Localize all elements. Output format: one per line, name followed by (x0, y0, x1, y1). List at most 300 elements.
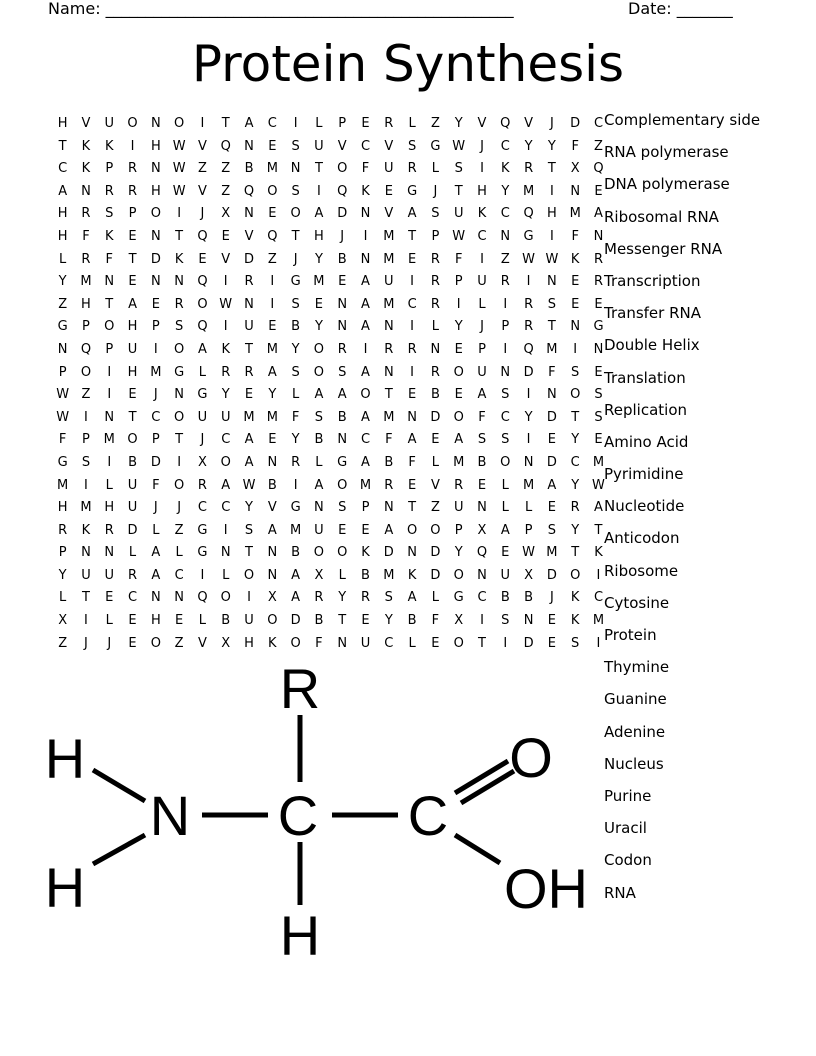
grid-letter: D (150, 454, 161, 470)
grid-letter: B (500, 590, 510, 606)
grid-letter: A (361, 274, 370, 290)
grid-letter: I (410, 364, 415, 380)
grid-letter: N (500, 364, 511, 380)
word-search-grid (51, 113, 610, 655)
grid-letter: O (174, 341, 185, 357)
grid-letter: E (338, 522, 347, 538)
grid-letter: V (477, 116, 487, 131)
grid-letter: H (150, 613, 161, 629)
grid-letter: G (290, 274, 301, 290)
grid-letter: W (56, 409, 70, 425)
grid-row (51, 452, 610, 475)
grid-letter: I (526, 387, 531, 403)
grid-letter: H (127, 319, 138, 335)
grid-letter: I (107, 454, 112, 470)
grid-letter: N (383, 319, 394, 335)
grid-letter: B (337, 251, 347, 267)
grid-letter: I (480, 161, 484, 177)
grid-letter: R (128, 567, 138, 583)
grid-letter: E (268, 319, 277, 335)
grid-letter: X (454, 613, 464, 629)
grid-letter: J (480, 138, 484, 154)
grid-letter: S (105, 206, 114, 222)
grid-letter: I (247, 590, 251, 606)
grid-letter: L (338, 567, 346, 583)
grid-letter: A (454, 432, 464, 448)
grid-letter: A (291, 567, 301, 583)
grid-letter: J (200, 432, 205, 448)
grid-letter: R (337, 341, 347, 357)
name-label: Name: ___________________________________________________ (48, 0, 514, 18)
word-list-item: Pyrimidine (604, 465, 684, 484)
grid-letter: A (361, 409, 370, 425)
grid-letter: H (150, 183, 161, 199)
grid-letter: M (103, 432, 115, 448)
grid-letter: S (594, 409, 603, 425)
grid-letter: F (571, 138, 579, 154)
grid-row (51, 181, 610, 204)
grid-letter: B (384, 454, 394, 470)
grid-letter: N (570, 319, 581, 335)
grid-letter: K (104, 228, 114, 244)
grid-letter: I (84, 409, 88, 425)
grid-letter: Y (291, 432, 300, 448)
grid-letter: C (221, 500, 231, 516)
grid-letter: J (107, 635, 112, 651)
word-list-item: Double Helix (604, 336, 700, 355)
word-list-item: Nucleus (604, 754, 664, 773)
grid-letter: C (407, 296, 417, 312)
grid-letter: K (570, 590, 580, 606)
grid-letter: O (337, 161, 348, 177)
grid-letter: Z (58, 296, 68, 312)
grid-letter: E (547, 432, 556, 448)
grid-letter: A (267, 522, 277, 538)
bond-c-oh (455, 835, 500, 863)
grid-letter: L (408, 116, 416, 131)
grid-letter: N (407, 409, 417, 425)
grid-letter: S (384, 590, 393, 606)
grid-letter: N (244, 296, 254, 312)
grid-letter: O (453, 635, 464, 651)
grid-letter: H (57, 228, 68, 244)
grid-letter: H (546, 206, 557, 222)
grid-letter: E (431, 635, 440, 651)
grid-row (51, 497, 610, 520)
grid-letter: R (244, 364, 254, 380)
grid-letter: M (313, 274, 325, 290)
grid-letter: Y (58, 567, 67, 583)
grid-letter: Q (476, 545, 488, 561)
grid-letter: Z (81, 387, 91, 403)
grid-letter: R (430, 251, 440, 267)
grid-row (51, 249, 610, 272)
grid-letter: R (430, 296, 440, 312)
grid-letter: W (172, 138, 186, 154)
grid-letter: T (221, 116, 230, 131)
word-list-item: Adenine (604, 722, 666, 741)
grid-letter: G (523, 228, 534, 244)
grid-letter: S (431, 206, 440, 222)
grid-letter: N (57, 341, 68, 357)
grid-letter: Y (314, 251, 323, 267)
grid-letter: H (150, 138, 161, 154)
grid-row (51, 113, 610, 136)
grid-letter: H (477, 183, 487, 199)
grid-letter: E (594, 364, 603, 380)
grid-letter: D (546, 454, 557, 470)
grid-letter: T (454, 183, 463, 199)
grid-letter: L (105, 477, 113, 493)
grid-letter: Y (291, 341, 300, 357)
grid-letter: U (127, 500, 138, 516)
grid-letter: P (58, 364, 67, 380)
grid-letter: P (105, 341, 114, 357)
grid-row (51, 429, 610, 452)
grid-letter: O (570, 387, 581, 403)
grid-letter: U (81, 567, 91, 583)
grid-letter: A (244, 116, 254, 131)
grid-letter: N (337, 296, 348, 312)
grid-letter: T (547, 319, 556, 335)
grid-letter: B (244, 161, 254, 177)
grid-letter: C (500, 409, 510, 425)
grid-letter: W (522, 251, 536, 267)
grid-letter: V (337, 138, 347, 154)
grid-letter: C (221, 432, 231, 448)
grid-row (51, 271, 610, 294)
grid-letter: A (151, 545, 161, 561)
grid-letter: O (570, 567, 581, 583)
grid-letter: T (128, 251, 137, 267)
grid-letter: E (105, 590, 114, 606)
grid-letter: A (407, 206, 417, 222)
grid-letter: O (290, 635, 301, 651)
grid-letter: M (266, 409, 278, 425)
grid-letter: N (407, 545, 417, 561)
grid-letter: F (454, 251, 463, 267)
grid-letter: I (223, 522, 228, 538)
grid-letter: K (594, 545, 603, 561)
grid-letter: E (128, 274, 137, 290)
grid-row (51, 610, 610, 633)
grid-letter: I (177, 206, 182, 222)
grid-letter: P (58, 545, 67, 561)
grid-letter: O (150, 635, 161, 651)
grid-letter: Z (430, 500, 440, 516)
grid-letter: L (408, 635, 416, 651)
grid-row (51, 226, 610, 249)
grid-letter: M (383, 228, 395, 244)
grid-letter: A (477, 387, 487, 403)
grid-letter: E (128, 635, 137, 651)
grid-letter: J (153, 387, 158, 403)
grid-letter: K (570, 251, 580, 267)
grid-letter: L (198, 364, 207, 380)
grid-letter: Y (221, 387, 230, 403)
grid-letter: K (81, 522, 91, 538)
grid-letter: X (221, 206, 231, 222)
grid-letter: I (526, 274, 531, 290)
grid-letter: H (81, 296, 91, 312)
grid-letter: U (127, 477, 138, 493)
grid-letter: F (548, 364, 556, 380)
grid-letter: E (547, 500, 556, 516)
grid-letter: S (338, 500, 347, 516)
grid-letter: E (128, 613, 137, 629)
grid-letter: G (430, 138, 441, 154)
grid-letter: I (596, 635, 601, 651)
grid-letter: F (291, 409, 300, 425)
word-list-item: Purine (604, 786, 652, 805)
grid-letter: P (82, 319, 90, 335)
grid-letter: L (431, 454, 440, 470)
grid-letter: W (452, 228, 466, 244)
grid-letter: T (128, 409, 137, 425)
grid-letter: A (197, 341, 207, 357)
grid-letter: A (291, 590, 301, 606)
grid-letter: O (406, 522, 418, 538)
grid-letter: B (291, 319, 301, 335)
grid-letter: L (128, 545, 137, 561)
grid-letter: J (177, 500, 182, 516)
grid-letter: Z (267, 251, 277, 267)
word-list-item: Transcription (604, 271, 701, 290)
grid-letter: M (569, 206, 581, 222)
grid-letter: T (478, 635, 486, 651)
grid-letter: N (174, 590, 184, 606)
grid-letter: Z (58, 635, 68, 651)
grid-letter: R (384, 116, 394, 131)
grid-letter: B (524, 590, 534, 606)
grid-letter: D (430, 409, 441, 425)
grid-letter: V (197, 635, 207, 651)
grid-letter: U (500, 567, 511, 583)
grid-letter: X (477, 522, 487, 538)
grid-letter: D (290, 613, 301, 629)
grid-letter: Y (58, 274, 67, 290)
grid-letter: J (200, 206, 205, 222)
grid-letter: T (408, 500, 417, 516)
grid-letter: T (571, 545, 580, 561)
atom-o: O (509, 726, 553, 789)
grid-letter: H (57, 206, 68, 222)
grid-letter: N (150, 116, 161, 131)
grid-letter: T (571, 409, 580, 425)
grid-letter: L (291, 387, 300, 403)
grid-letter: A (267, 364, 277, 380)
grid-letter: H (244, 635, 254, 651)
grid-letter: G (57, 454, 68, 470)
grid-letter: E (198, 251, 207, 267)
grid-letter: V (524, 116, 534, 131)
grid-letter: W (172, 183, 186, 199)
grid-letter: T (245, 341, 253, 357)
grid-letter: V (244, 228, 254, 244)
grid-letter: O (127, 432, 138, 448)
grid-letter: I (293, 116, 298, 131)
grid-letter: Z (174, 635, 184, 651)
grid-letter: D (570, 116, 581, 131)
grid-letter: S (338, 364, 347, 380)
grid-letter: K (174, 251, 184, 267)
grid-letter: R (524, 319, 534, 335)
grid-letter: B (128, 454, 137, 470)
grid-letter: E (594, 183, 603, 199)
grid-letter: G (453, 590, 464, 606)
grid-letter: N (150, 590, 161, 606)
grid-letter: E (268, 432, 277, 448)
grid-letter: I (223, 319, 228, 335)
grid-letter: P (454, 274, 463, 290)
word-list-item: Amino Acid (604, 432, 689, 451)
grid-letter: B (407, 613, 417, 629)
grid-letter: O (174, 477, 185, 493)
word-list-item: Guanine (604, 690, 667, 709)
grid-letter: I (503, 341, 508, 357)
grid-letter: S (501, 432, 510, 448)
grid-letter: N (593, 228, 604, 244)
grid-letter: Q (267, 228, 278, 244)
grid-letter: P (82, 432, 90, 448)
grid-letter: V (221, 251, 231, 267)
grid-letter: E (454, 341, 463, 357)
grid-letter: R (58, 522, 68, 538)
grid-letter: Q (337, 183, 348, 199)
grid-letter: A (500, 522, 510, 538)
grid-letter: I (526, 432, 531, 448)
grid-letter: K (104, 138, 114, 154)
grid-letter: I (573, 341, 578, 357)
grid-letter: I (410, 319, 415, 335)
grid-letter: R (128, 183, 138, 199)
grid-letter: Q (197, 319, 208, 335)
grid-letter: M (359, 477, 372, 493)
grid-letter: P (105, 161, 114, 177)
grid-letter: G (337, 454, 348, 470)
grid-letter: M (57, 477, 69, 493)
grid-letter: V (430, 477, 440, 493)
grid-letter: M (266, 341, 278, 357)
grid-letter: C (267, 116, 277, 131)
word-list-item: DNA polymerase (604, 175, 730, 194)
grid-letter: A (58, 183, 68, 199)
grid-letter: E (571, 274, 580, 290)
grid-letter: L (431, 161, 440, 177)
grid-letter: R (593, 274, 603, 290)
grid-letter: I (316, 183, 321, 199)
grid-letter: M (150, 364, 162, 380)
grid-letter: K (361, 545, 370, 561)
grid-letter: U (384, 274, 394, 290)
word-list-item: Nucleotide (604, 497, 685, 516)
grid-letter: S (454, 161, 463, 177)
grid-letter: O (337, 477, 348, 493)
grid-letter: N (477, 567, 487, 583)
grid-letter: T (314, 161, 323, 177)
grid-letter: C (593, 590, 604, 606)
grid-letter: G (593, 319, 604, 335)
grid-letter: Z (221, 161, 231, 177)
grid-letter: I (200, 116, 205, 131)
grid-letter: Q (523, 206, 534, 222)
grid-letter: E (361, 613, 370, 629)
grid-letter: T (175, 228, 184, 244)
grid-letter: Y (314, 319, 323, 335)
grid-letter: B (430, 387, 440, 403)
grid-row (51, 203, 610, 226)
word-list-item: Cytosine (604, 593, 670, 612)
grid-letter: S (501, 613, 510, 629)
grid-letter: F (431, 613, 440, 629)
grid-letter: Q (80, 341, 92, 357)
grid-letter: M (266, 161, 278, 177)
grid-letter: N (150, 161, 161, 177)
grid-letter: T (338, 613, 347, 629)
grid-letter: D (430, 545, 441, 561)
grid-letter: E (594, 432, 603, 448)
grid-letter: N (337, 635, 348, 651)
grid-letter: E (594, 296, 603, 312)
grid-letter: E (128, 387, 137, 403)
grid-letter: S (477, 432, 487, 448)
grid-letter: N (523, 454, 534, 470)
grid-letter: Z (430, 116, 440, 131)
grid-letter: P (338, 116, 347, 131)
grid-letter: R (407, 341, 417, 357)
grid-letter: S (571, 364, 580, 380)
grid-letter: I (410, 274, 415, 290)
word-list-item: RNA polymerase (604, 143, 729, 162)
grid-letter: I (293, 477, 298, 493)
grid-letter: U (477, 274, 487, 290)
atom-c-carboxyl: C (407, 784, 449, 847)
grid-letter: C (593, 116, 604, 131)
grid-letter: C (360, 432, 371, 448)
grid-letter: J (549, 590, 554, 606)
word-list-item: Ribosome (604, 561, 679, 580)
grid-letter: V (197, 183, 207, 199)
grid-letter: E (454, 387, 463, 403)
grid-letter: E (547, 635, 556, 651)
grid-letter: D (523, 364, 534, 380)
grid-letter: S (244, 522, 254, 538)
grid-letter: C (174, 567, 184, 583)
grid-letter: P (151, 319, 160, 335)
grid-letter: M (592, 613, 605, 629)
grid-letter: R (314, 590, 324, 606)
grid-letter: F (385, 432, 393, 448)
grid-letter: E (407, 477, 417, 493)
grid-letter: O (313, 364, 325, 380)
grid-letter: S (81, 454, 91, 470)
grid-letter: A (337, 387, 347, 403)
grid-letter: T (384, 387, 393, 403)
grid-letter: L (431, 590, 440, 606)
grid-letter: Y (501, 183, 510, 199)
grid-letter: Y (454, 116, 463, 131)
grid-letter: S (314, 409, 324, 425)
grid-letter: I (596, 567, 601, 583)
grid-letter: S (175, 319, 184, 335)
grid-letter: W (522, 545, 536, 561)
grid-letter: N (383, 500, 394, 516)
grid-letter: A (221, 477, 231, 493)
grid-letter: N (337, 432, 348, 448)
grid-letter: M (592, 454, 605, 470)
grid-letter: A (314, 477, 324, 493)
grid-letter: Q (243, 183, 255, 199)
